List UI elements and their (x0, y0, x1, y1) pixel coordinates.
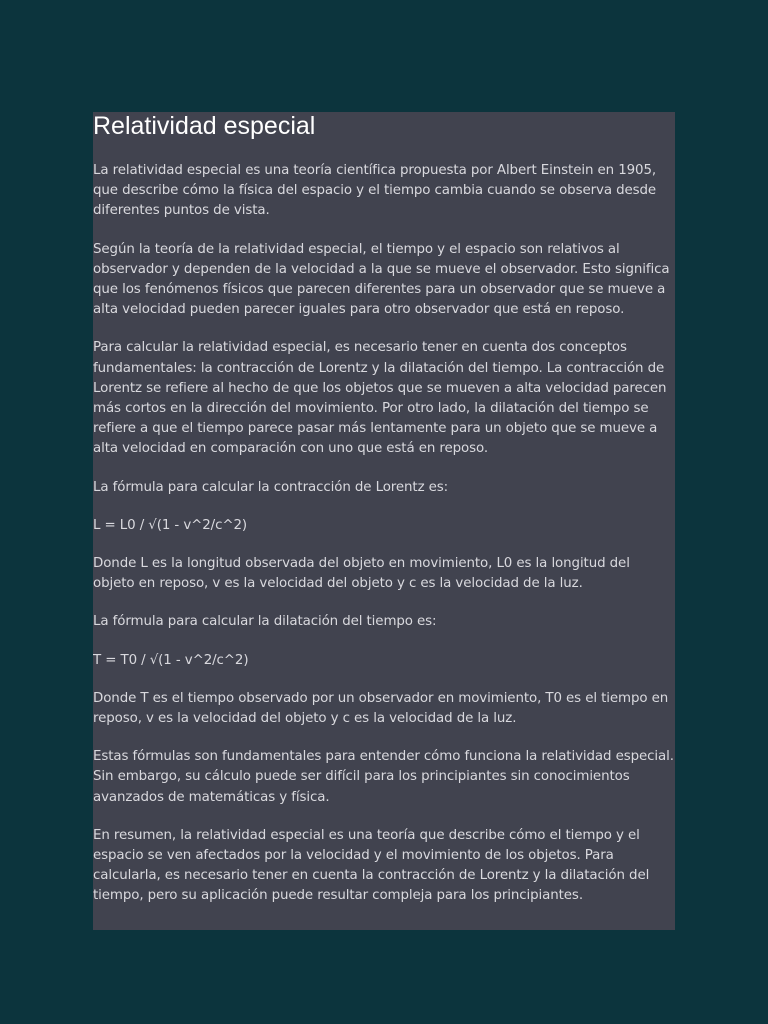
paragraph-summary: En resumen, la relatividad especial es una teoría que describe cómo el tiempo y el espacio se ven afectados por la velocidad y el movimiento de los objetos. Para calcularla, es necesario tener en cuenta la contracción de Lorentz y la dilatación del tiempo, pero su aplicación puede resultar compleja para los principiantes. (93, 827, 650, 904)
formula-time-dilation: T = T0 / √(1 - v^2/c^2) (93, 652, 249, 668)
paragraph-time-dilation-intro: La fórmula para calcular la dilatación del tiempo es: (93, 614, 437, 630)
paragraph-lorentz-variables: Donde L es la longitud observada del objeto en movimiento, L0 es la longitud del objeto en reposo, v es la velocidad del objeto y c es la velocidad de la luz. (93, 556, 630, 592)
paragraph-relativity-theory: Según la teoría de la relatividad especial, el tiempo y el espacio son relativos al observador y dependen de la velocidad a la que se mueve el observador. Esto significa que los fenómenos físicos que parecen diferentes para un observador que se mueve a alta velocidad pueden parecer iguales para otro observador que está en reposo. (93, 241, 670, 318)
paragraph-intro: La relatividad especial es una teoría científica propuesta por Albert Einstein en 1905, que describe cómo la física del espacio y el tiempo cambia cuando se observa desde diferentes puntos de vista. (93, 163, 657, 219)
paragraph-importance: Estas fórmulas son fundamentales para entender cómo funciona la relatividad especial. Sin embargo, su cálculo puede ser difícil para los principiantes sin conocimientos avanzados de matemáticas y física. (93, 749, 674, 805)
paragraph-time-variables: Donde T es el tiempo observado por un observador en movimiento, T0 es el tiempo en reposo, v es la velocidad del objeto y c es la velocidad de la luz. (93, 690, 669, 727)
paragraph-concepts: Para calcular la relatividad especial, es necesario tener en cuenta dos conceptos fundamentales: la contracción de Lorentz y la dilatación del tiempo. La contracción de Lorentz se refiere al hecho de que los objetos que se mueven a alta velocidad parecen más cortos en la dirección del movimiento. Por otro lado, la dilatación del tiempo se refiere a que el tiempo parece pasar más lentamente para un objeto que se mueve a alta velocidad en comparación con uno que está en reposo. (93, 340, 667, 457)
paragraph-lorentz-formula-intro: La fórmula para calcular la contracción de Lorentz es: (93, 479, 449, 495)
formula-lorentz-contraction: L = L0 / √(1 - v^2/c^2) (93, 517, 248, 533)
article-title: Relatividad especial (93, 112, 316, 140)
article-card (93, 112, 675, 930)
